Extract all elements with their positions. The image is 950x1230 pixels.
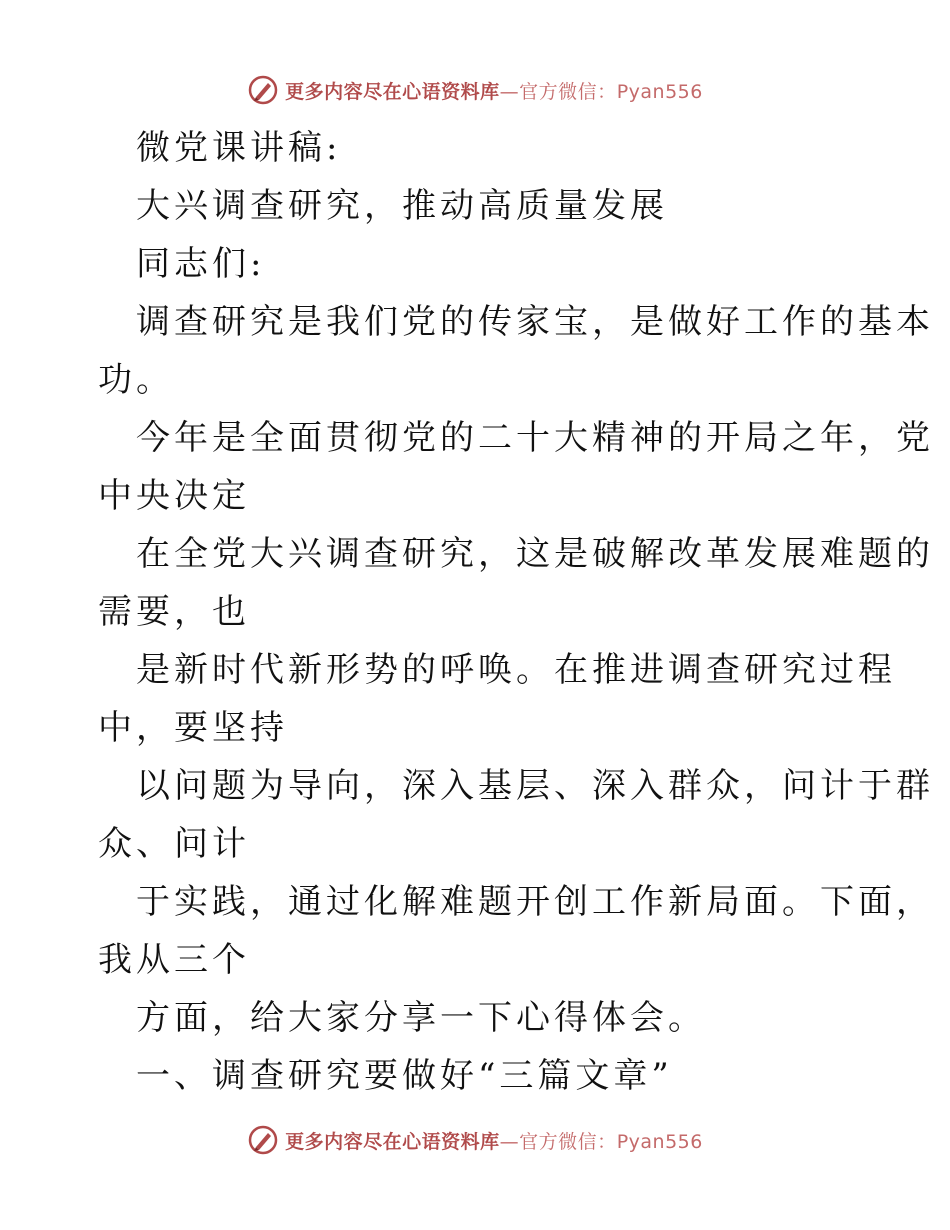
paragraph-line: 在全党大兴调查研究，这是破解改革发展难题的 xyxy=(136,534,934,574)
banner-main-text: 更多内容尽在心语资料库 xyxy=(285,1130,500,1153)
paragraph-line: 是新时代新形势的呼唤。在推进调查研究过程 xyxy=(136,650,896,690)
doc-title: 大兴调查研究，推动高质量发展 xyxy=(136,186,668,226)
banner-sep-text: —官方微信： xyxy=(499,80,617,103)
footer-banner xyxy=(0,1120,950,1160)
banner-text xyxy=(285,77,703,104)
paragraph-line: 中央决定 xyxy=(98,476,250,516)
banner-wechat-id: Pyan556 xyxy=(616,1130,703,1153)
paragraph-line: 调查研究是我们党的传家宝，是做好工作的基本 xyxy=(136,302,934,342)
doc-title-label: 微党课讲稿: xyxy=(136,128,342,168)
paragraph-line: 方面，给大家分享一下心得体会。 xyxy=(136,998,706,1038)
paragraph-line: 中，要坚持 xyxy=(98,708,288,748)
salutation: 同志们: xyxy=(136,244,266,284)
section-heading: 一、调查研究要做好“三篇文章” xyxy=(136,1056,673,1096)
pen-logo-icon xyxy=(247,1124,279,1156)
paragraph-line: 于实践，通过化解难题开创工作新局面。下面， xyxy=(136,882,934,922)
header-banner xyxy=(0,70,950,110)
paragraph-line: 众、问计 xyxy=(98,824,250,864)
paragraph-line: 今年是全面贯彻党的二十大精神的开局之年，党 xyxy=(136,418,934,458)
banner-text xyxy=(285,1127,703,1154)
paragraph-line: 需要，也 xyxy=(98,592,250,632)
paragraph-line: 功。 xyxy=(98,360,174,400)
paragraph-line: 我从三个 xyxy=(98,940,250,980)
paragraph-line: 以问题为导向，深入基层、深入群众，问计于群 xyxy=(136,766,934,806)
banner-wechat-id: Pyan556 xyxy=(616,80,703,103)
pen-logo-icon xyxy=(247,74,279,106)
banner-main-text: 更多内容尽在心语资料库 xyxy=(285,80,500,103)
banner-sep-text: —官方微信： xyxy=(499,1130,617,1153)
